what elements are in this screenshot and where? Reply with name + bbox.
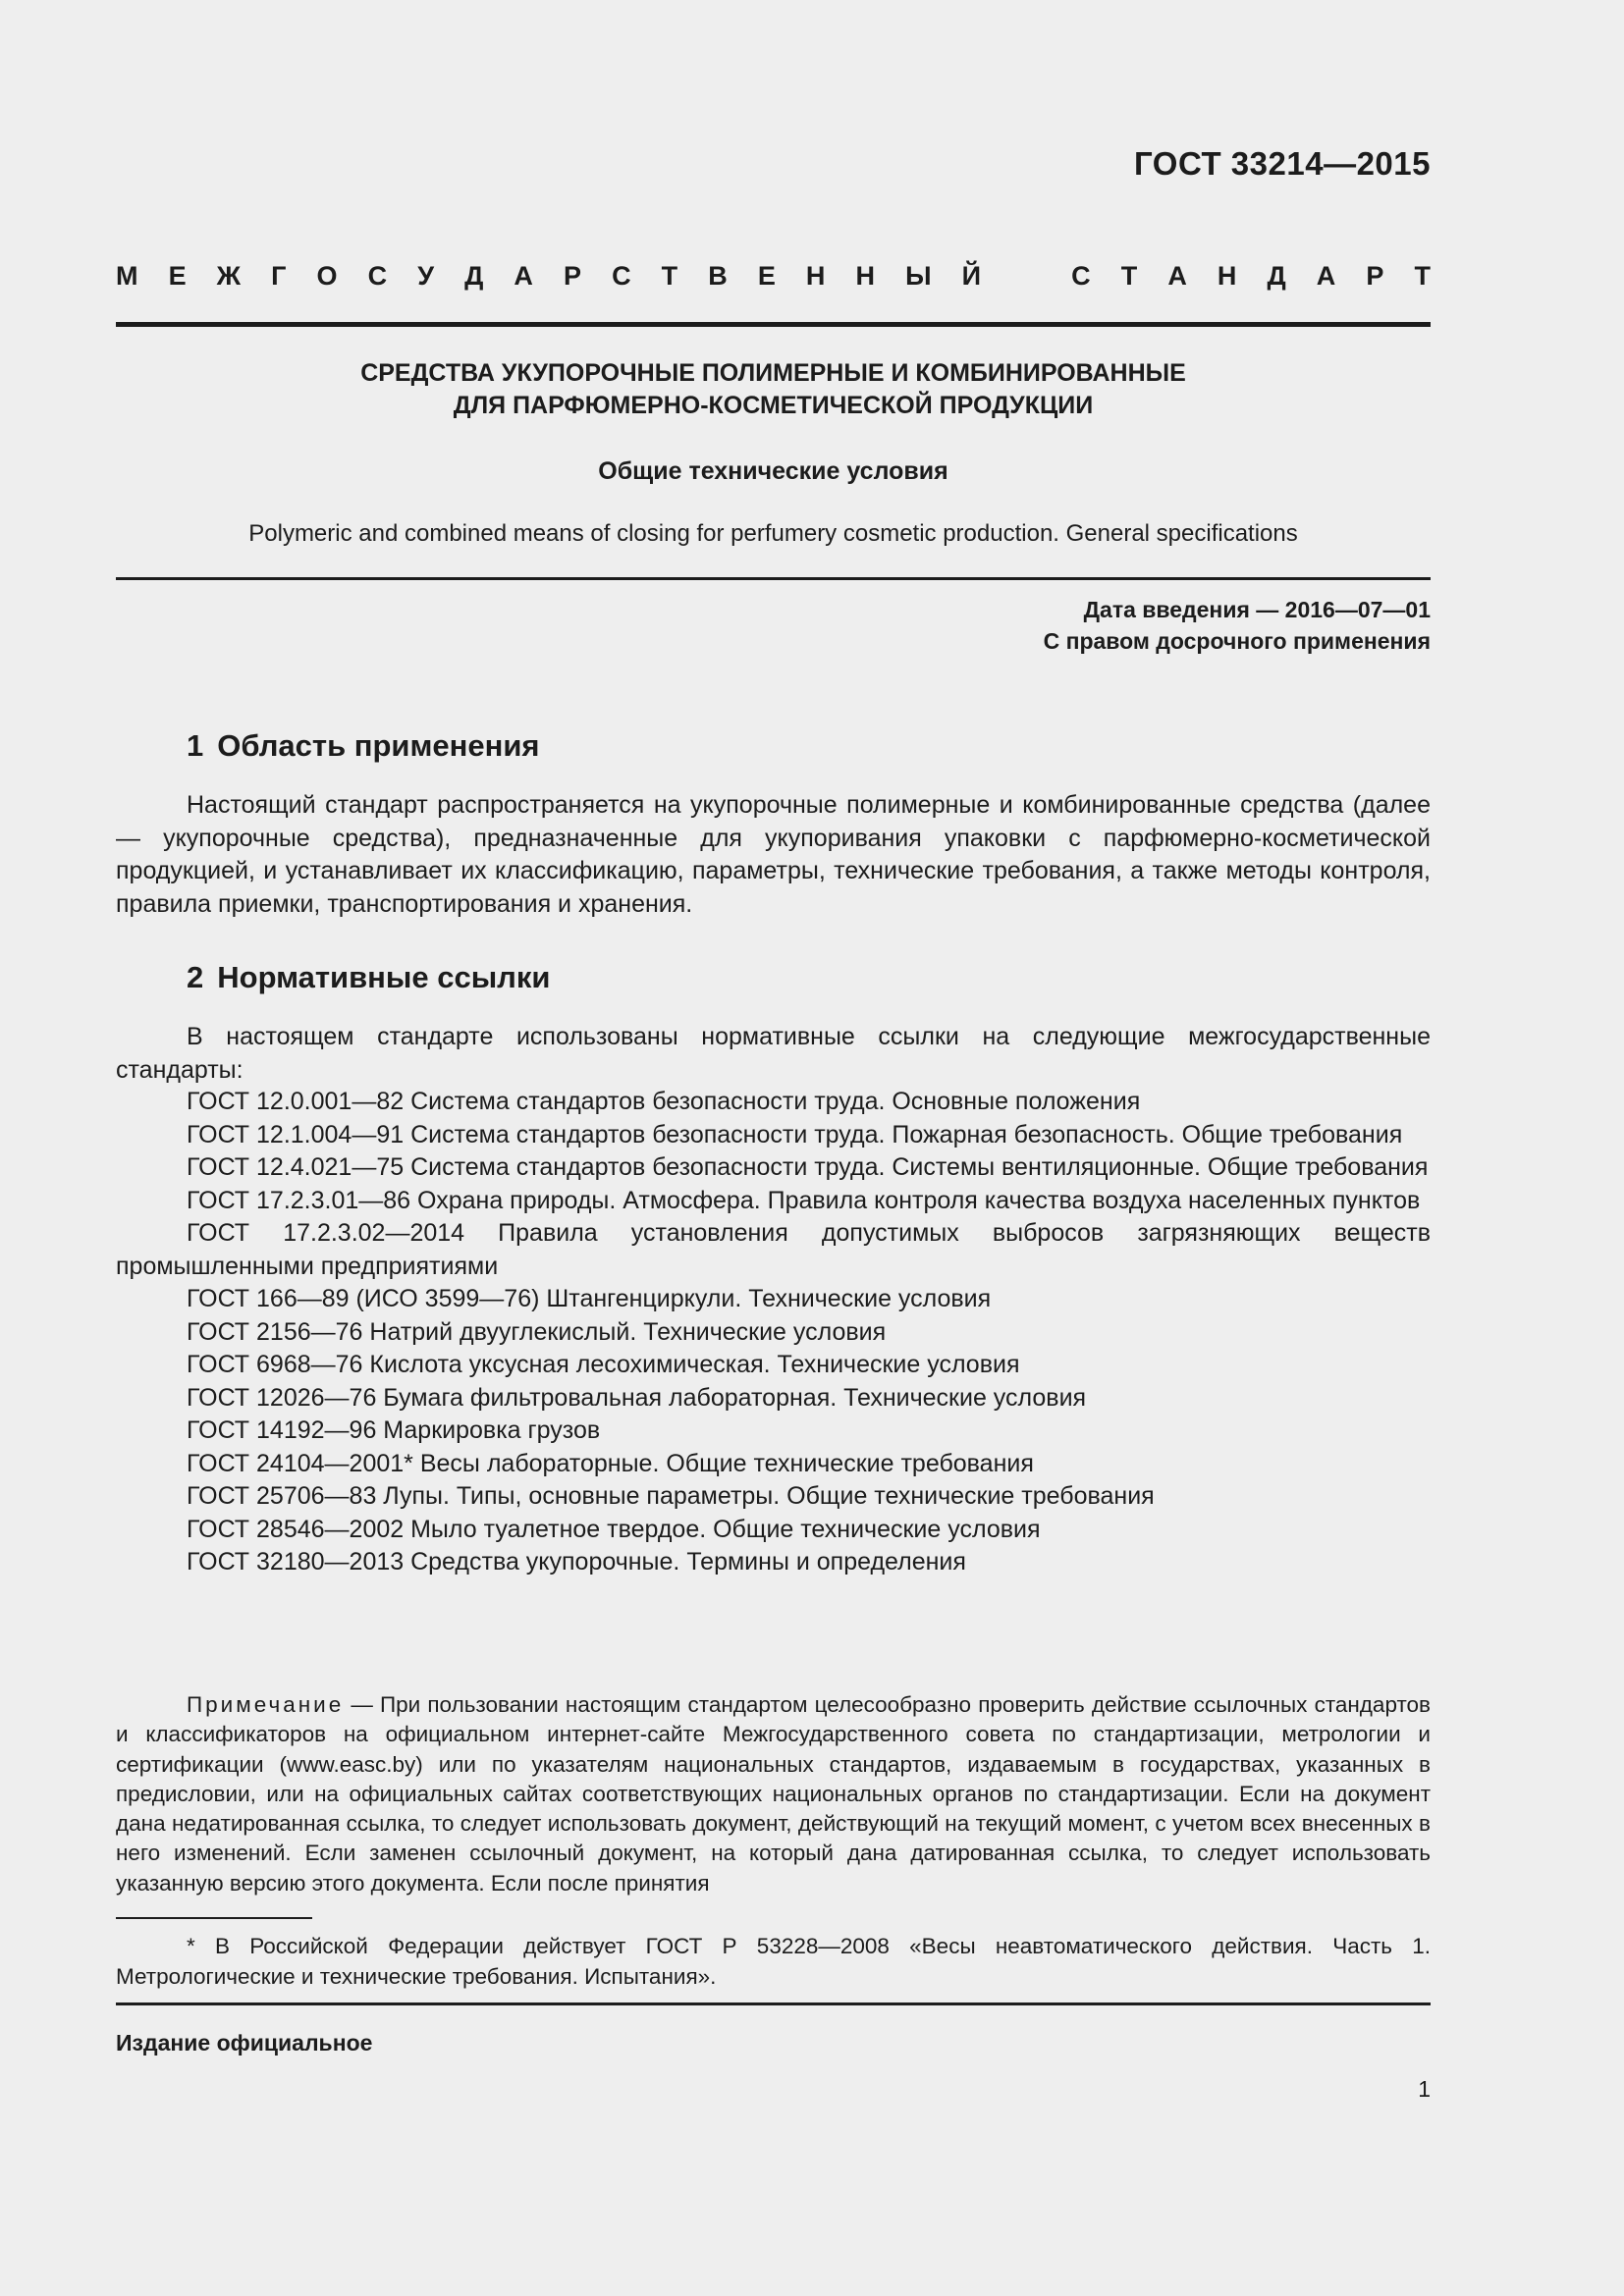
- banner-letter: С: [612, 261, 631, 291]
- banner-letter: Т: [1414, 261, 1431, 291]
- banner-letter: Й: [961, 261, 981, 291]
- banner-word-gap: [1011, 261, 1041, 292]
- reference-item: ГОСТ 166—89 (ИСО 3599—76) Штангенциркули. Технические условия: [187, 1285, 992, 1312]
- document-number: ГОСТ 33214—2015: [1134, 145, 1431, 182]
- banner-letter: Р: [1366, 261, 1384, 291]
- early-application: С правом досрочного применения: [1043, 628, 1431, 654]
- note-paragraph: [116, 1690, 1431, 1898]
- reference-item: ГОСТ 17.2.3.01—86 Охрана природы. Атмосфера. Правила контроля качества воздуха населенных пунктов: [187, 1186, 1421, 1214]
- banner-letter: С: [1071, 261, 1091, 291]
- introduction-info: [1044, 594, 1431, 657]
- interstate-standard-banner: [116, 261, 1431, 292]
- banner-letter: Ы: [905, 261, 932, 291]
- reference-item: ГОСТ 12.0.001—82 Система стандартов безопасности труда. Основные положения: [187, 1088, 1141, 1115]
- banner-letter: Д: [464, 261, 484, 291]
- banner-letter: Е: [757, 261, 776, 291]
- section-1-heading: [187, 728, 540, 764]
- section-title: Область применения: [217, 728, 540, 763]
- footnote: * В Российской Федерации действует ГОСТ Р 53228—2008 «Весы неавтоматического действия. Часть 1. Метрологические и технические требования. Испытания».: [116, 1934, 1431, 1989]
- section-number: 1: [187, 728, 204, 763]
- banner-letter: М: [116, 261, 138, 291]
- banner-letter: Н: [855, 261, 875, 291]
- note-label: Примечание: [187, 1692, 345, 1717]
- scope-paragraph: Настоящий стандарт распространяется на укупорочные полимерные и комбинированные средства (далее — укупорочные средства), предназначенные для укупоривания упаковки с парфюмерно-косметической продукцией, и устанавливает их классификацию, параметры, технические требования, а также методы контроля, правила приемки, транспортирования и хранения.: [116, 791, 1431, 918]
- banner-letter: В: [708, 261, 728, 291]
- reference-item: ГОСТ 14192—96 Маркировка грузов: [187, 1416, 601, 1444]
- reference-item: ГОСТ 24104—2001* Весы лабораторные. Общие технические требования: [187, 1449, 1034, 1477]
- section-2-heading: [187, 960, 550, 995]
- section-number: 2: [187, 960, 204, 994]
- reference-item: ГОСТ 32180—2013 Средства укупорочные. Термины и определения: [187, 1548, 966, 1575]
- reference-item: ГОСТ 12.1.004—91 Система стандартов безопасности труда. Пожарная безопасность. Общие требования: [187, 1120, 1403, 1148]
- document-title: [116, 357, 1431, 422]
- banner-letter: С: [367, 261, 388, 291]
- footnote-rule: [116, 1917, 312, 1919]
- note-text: — При пользовании настоящим стандартом целесообразно проверить действие ссылочных стандартов и классификаторов на официальном интернет-сайте Межгосударственного совета по стандартизации, метрологии и сертификации (www.easc.by) или по указателям национальных стандартов, издаваемым в государствах, указанных в предисловии, или на официальных сайтах соответствующих национальных органов по стандартизации. Если на документ дана недатированная ссылка, то следует использовать документ, действующий на текущий момент, с учетом всех внесенных в него изменений. Если заменен ссылочный документ, на который дана датированная ссылка, то следует использовать указанную версию этого документа. Если после принятия: [116, 1692, 1431, 1896]
- banner-letter: У: [417, 261, 435, 291]
- title-rule: [116, 577, 1431, 580]
- title-line-1: СРЕДСТВА УКУПОРОЧНЫЕ ПОЛИМЕРНЫЕ И КОМБИНИРОВАННЫЕ: [360, 359, 1186, 387]
- banner-letter: О: [316, 261, 338, 291]
- banner-letter: А: [1316, 261, 1336, 291]
- english-title: Polymeric and combined means of closing for perfumery cosmetic production. General specifications: [248, 520, 1298, 547]
- banner-letter: Т: [661, 261, 678, 291]
- reference-item: ГОСТ 17.2.3.02—2014 Правила установления допустимых выбросов загрязняющих веществ промышленными предприятиями: [116, 1219, 1431, 1280]
- reference-item: ГОСТ 6968—76 Кислота уксусная лесохимическая. Технические условия: [187, 1351, 1020, 1378]
- banner-letter: Р: [564, 261, 582, 291]
- reference-item: ГОСТ 12.4.021—75 Система стандартов безопасности труда. Системы вентиляционные. Общие требования: [187, 1153, 1429, 1181]
- reference-item: ГОСТ 12026—76 Бумага фильтровальная лабораторная. Технические условия: [187, 1383, 1087, 1412]
- reference-item: ГОСТ 28546—2002 Мыло туалетное твердое. Общие технические условия: [187, 1515, 1041, 1543]
- title-line-2: ДЛЯ ПАРФЮМЕРНО-КОСМЕТИЧЕСКОЙ ПРОДУКЦИИ: [453, 392, 1094, 419]
- references-list: [116, 1086, 1431, 1579]
- banner-letter: Н: [1217, 261, 1237, 291]
- reference-item: ГОСТ 25706—83 Лупы. Типы, основные параметры. Общие технические требования: [187, 1482, 1155, 1510]
- reference-item: ГОСТ 2156—76 Натрий двууглекислый. Технические условия: [187, 1317, 887, 1346]
- banner-letter: Н: [805, 261, 826, 291]
- banner-letter: Е: [168, 261, 187, 291]
- section-title: Нормативные ссылки: [217, 960, 551, 994]
- introduction-date: Дата введения — 2016—07—01: [1083, 597, 1431, 622]
- official-edition-label: Издание официальное: [116, 2030, 373, 2056]
- document-subtitle: Общие технические условия: [598, 457, 948, 485]
- page-number: 1: [1418, 2076, 1431, 2102]
- banner-letter: Ж: [216, 261, 242, 291]
- banner-letter: А: [514, 261, 533, 291]
- footer-rule: [116, 2002, 1431, 2005]
- banner-letter: Д: [1267, 261, 1286, 291]
- references-intro: В настоящем стандарте использованы нормативные ссылки на следующие межгосударственные стандарты:: [116, 1023, 1431, 1084]
- banner-letter: Т: [1120, 261, 1138, 291]
- banner-letter: Г: [271, 261, 287, 291]
- header-rule: [116, 322, 1431, 327]
- banner-letter: А: [1167, 261, 1187, 291]
